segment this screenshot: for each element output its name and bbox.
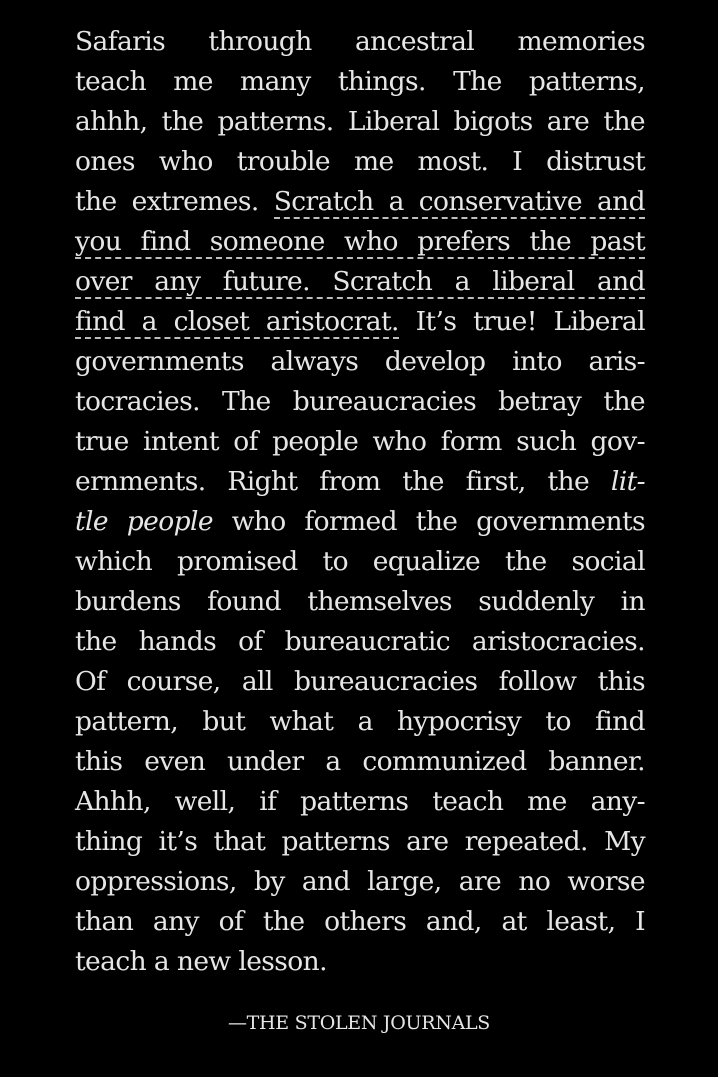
text-segment: teach me many things. The patterns, bbox=[75, 66, 645, 97]
epigraph-attribution: —THE STOLEN JOURNALS bbox=[227, 1012, 491, 1034]
text-line[interactable] bbox=[75, 462, 645, 502]
text-line[interactable] bbox=[75, 502, 645, 542]
text-line[interactable] bbox=[75, 622, 645, 662]
text-line[interactable] bbox=[75, 542, 645, 582]
text-segment: ernments. Right from the first, the bbox=[75, 466, 611, 497]
highlighted-text[interactable]: Scratch a conservative and bbox=[273, 186, 645, 217]
text-line[interactable] bbox=[75, 182, 645, 222]
text-segment: the extremes. bbox=[75, 186, 274, 217]
text-line[interactable] bbox=[75, 342, 645, 382]
text-segment: the hands of bureaucratic aristocracies. bbox=[75, 626, 645, 657]
text-segment: true intent of people who form such gov- bbox=[75, 426, 645, 457]
epigraph-passage[interactable] bbox=[75, 22, 645, 982]
text-line[interactable] bbox=[75, 942, 645, 982]
highlighted-text[interactable]: find a closet aristocrat. bbox=[75, 306, 399, 337]
text-line[interactable] bbox=[75, 822, 645, 862]
text-line[interactable] bbox=[75, 102, 645, 142]
text-line[interactable] bbox=[75, 422, 645, 462]
text-line[interactable] bbox=[75, 742, 645, 782]
text-segment: teach a new lesson. bbox=[75, 946, 327, 977]
text-segment: ahhh, the patterns. Liberal bigots are the bbox=[75, 106, 645, 137]
text-segment: Of course, all bureaucracies follow this bbox=[75, 666, 645, 697]
text-line[interactable] bbox=[75, 902, 645, 942]
text-line[interactable] bbox=[75, 22, 645, 62]
text-segment: this even under a communized banner. bbox=[75, 746, 645, 777]
text-segment: burdens found themselves suddenly in bbox=[75, 586, 645, 617]
text-line[interactable] bbox=[75, 382, 645, 422]
text-segment: than any of the others and, at least, I bbox=[75, 906, 645, 937]
text-line[interactable] bbox=[75, 222, 645, 262]
text-segment: who formed the governments bbox=[212, 506, 645, 537]
highlighted-text[interactable]: you find someone who prefers the past bbox=[75, 226, 645, 257]
text-segment: governments always develop into aris- bbox=[75, 346, 645, 377]
text-line[interactable] bbox=[75, 142, 645, 182]
highlighted-text[interactable]: over any future. Scratch a liberal and bbox=[75, 266, 645, 297]
text-line[interactable] bbox=[75, 302, 645, 342]
italic-text: tle people bbox=[75, 506, 213, 537]
text-line[interactable] bbox=[75, 62, 645, 102]
text-segment: Ahhh, well, if patterns teach me any- bbox=[75, 786, 645, 817]
text-line[interactable] bbox=[75, 782, 645, 822]
text-line[interactable] bbox=[75, 702, 645, 742]
text-segment: oppressions, by and large, are no worse bbox=[75, 866, 645, 897]
text-segment: thing it’s that patterns are repeated. My bbox=[75, 826, 645, 857]
italic-text: lit- bbox=[610, 466, 645, 497]
text-segment: tocracies. The bureaucracies betray the bbox=[75, 386, 645, 417]
text-segment: ones who trouble me most. I distrust bbox=[75, 146, 645, 177]
text-segment: which promised to equalize the social bbox=[75, 546, 645, 577]
text-segment: pattern, but what a hypocrisy to find bbox=[75, 706, 645, 737]
text-line[interactable] bbox=[75, 862, 645, 902]
text-line[interactable] bbox=[75, 582, 645, 622]
text-line[interactable] bbox=[75, 262, 645, 302]
text-segment: It’s true! Liberal bbox=[398, 306, 645, 337]
text-segment: Safaris through ancestral memories bbox=[75, 26, 645, 57]
text-line[interactable] bbox=[75, 662, 645, 702]
